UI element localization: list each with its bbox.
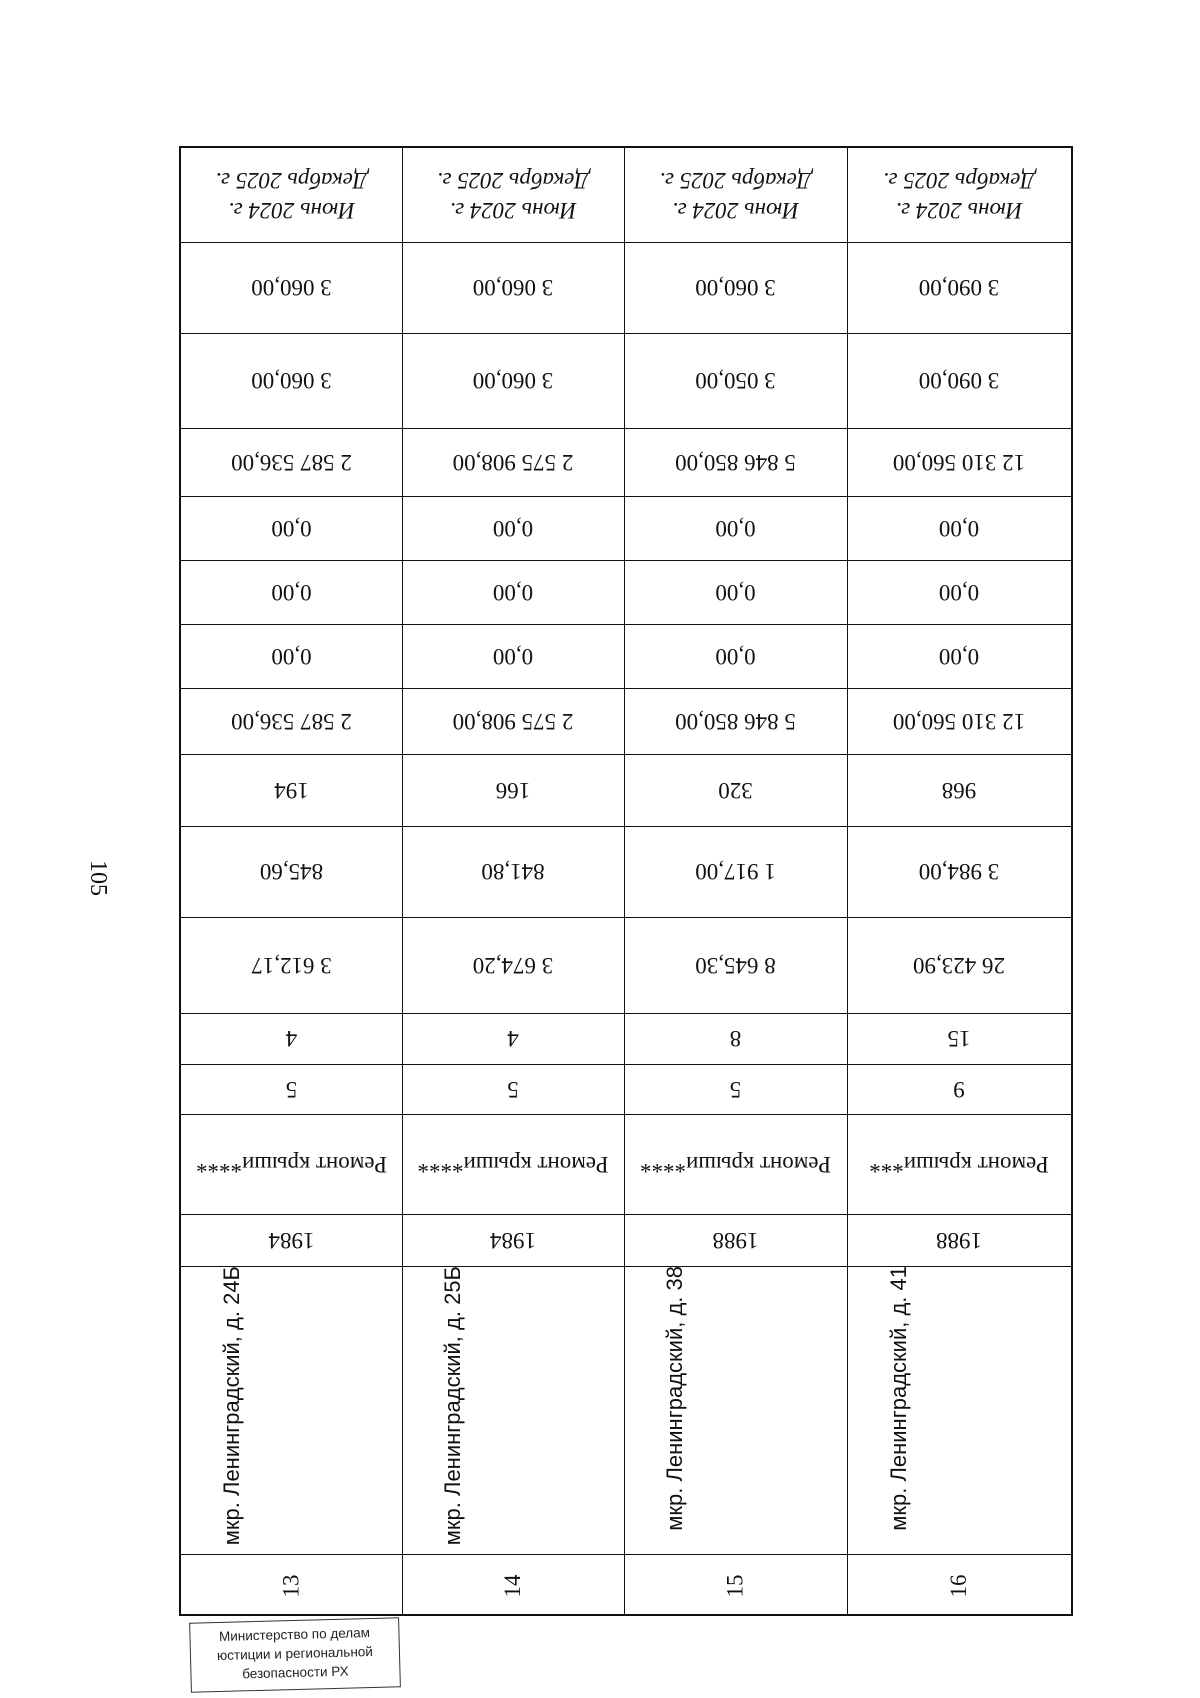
period-start: Июнь 2024 г. [449,198,577,223]
regional-fund-cell: 0,00 [715,580,756,605]
cost-total-cell: 5 846 850,00 [675,709,796,734]
stamp-line: безопасности РХ [242,1663,349,1682]
cost-total-cell: 2 587 536,00 [231,709,352,734]
regional-fund-cell: 0,00 [938,580,980,605]
residential-area-cell: 1 917,00 [695,859,776,885]
period-cell [847,148,1071,242]
build-year-cell: 1984 [490,1228,536,1253]
total-area-cell: 8 645,30 [695,953,776,978]
period-cell [624,148,847,242]
period-cell [181,148,402,242]
address-cell: мкр. Ленинградский, д. 38 [662,1266,687,1531]
residents-cell: 968 [941,778,977,803]
floors-cell: 5 [285,1077,298,1102]
local-fund-cell: 0,00 [938,516,980,541]
housing-repair-table [179,146,1073,1616]
row-number-cell: 14 [500,1574,525,1598]
federal-fund-cell: 0,00 [492,644,534,669]
residents-cell: 166 [495,778,531,803]
period-start: Июнь 2024 г. [672,198,799,223]
work-type-cell: Ремонт крыши**** [196,1152,388,1177]
entrances-cell: 4 [285,1026,298,1052]
total-area-cell: 3 674,20 [472,953,554,978]
row-number-cell: 15 [722,1574,748,1598]
entrances-cell: 4 [507,1026,519,1052]
period-end: Декабрь 2025 г. [659,168,812,193]
floors-cell: 5 [507,1077,519,1102]
cost-total-cell: 12 310 560,00 [892,709,1026,734]
entrances-cell: 15 [947,1026,971,1052]
residents-cell: 320 [718,778,753,803]
unit-cost-cell: 3 060,00 [472,368,554,394]
period-end: Декабрь 2025 г. [437,168,589,193]
local-fund-cell: 0,00 [271,516,312,541]
ministry-stamp [189,1617,401,1692]
unit-cost-cell: 3 050,00 [695,368,776,394]
floors-cell: 5 [729,1077,742,1102]
row-number-cell: 16 [946,1574,971,1598]
max-unit-cost-cell: 3 060,00 [695,275,776,301]
entrances-cell: 8 [729,1026,742,1052]
period-start: Июнь 2024 г. [895,198,1023,223]
residential-area-cell: 841,80 [481,859,545,885]
build-year-cell: 1984 [268,1228,315,1253]
regional-fund-cell: 0,00 [271,580,312,605]
unit-cost-cell: 3 090,00 [918,368,1000,394]
stamp-line: юстиции и региональной [216,1643,374,1664]
page-number: 105 [85,860,111,896]
federal-fund-cell: 0,00 [938,644,980,669]
row-number-cell: 13 [278,1574,304,1598]
period-cell [402,148,624,242]
total-area-cell: 26 423,90 [913,953,1005,978]
work-type-cell: Ремонт крыши*** [869,1152,1049,1177]
federal-fund-cell: 0,00 [271,644,312,669]
address-cell: мкр. Ленинградский, д. 25Б [440,1266,465,1546]
build-year-cell: 1988 [936,1228,982,1253]
max-unit-cost-cell: 3 090,00 [918,275,1000,301]
floors-cell: 9 [953,1077,965,1102]
owners-fund-cell: 12 310 560,00 [892,450,1026,475]
address-cell: мкр. Ленинградский, д. 41 [886,1266,911,1531]
build-year-cell: 1988 [712,1228,759,1253]
max-unit-cost-cell: 3 060,00 [472,275,554,301]
regional-fund-cell: 0,00 [492,580,534,605]
residential-area-cell: 845,60 [259,859,324,885]
owners-fund-cell: 2 587 536,00 [231,450,352,475]
period-end: Декабрь 2025 г. [215,168,368,193]
period-start: Июнь 2024 г. [228,198,355,223]
unit-cost-cell: 3 060,00 [251,368,332,394]
residents-cell: 194 [274,778,309,803]
federal-fund-cell: 0,00 [715,644,756,669]
work-type-cell: Ремонт крыши**** [640,1152,832,1177]
cost-total-cell: 2 575 908,00 [452,709,574,734]
owners-fund-cell: 5 846 850,00 [675,450,796,475]
total-area-cell: 3 612,17 [251,953,332,978]
local-fund-cell: 0,00 [715,516,756,541]
work-type-cell: Ремонт крыши**** [417,1152,609,1177]
address-cell: мкр. Ленинградский, д. 24Б [219,1266,244,1546]
owners-fund-cell: 2 575 908,00 [452,450,574,475]
stamp-line: Министерство по делам [218,1625,371,1644]
local-fund-cell: 0,00 [492,516,534,541]
residential-area-cell: 3 984,00 [918,859,1000,885]
period-end: Декабрь 2025 г. [883,168,1035,193]
max-unit-cost-cell: 3 060,00 [251,275,332,301]
